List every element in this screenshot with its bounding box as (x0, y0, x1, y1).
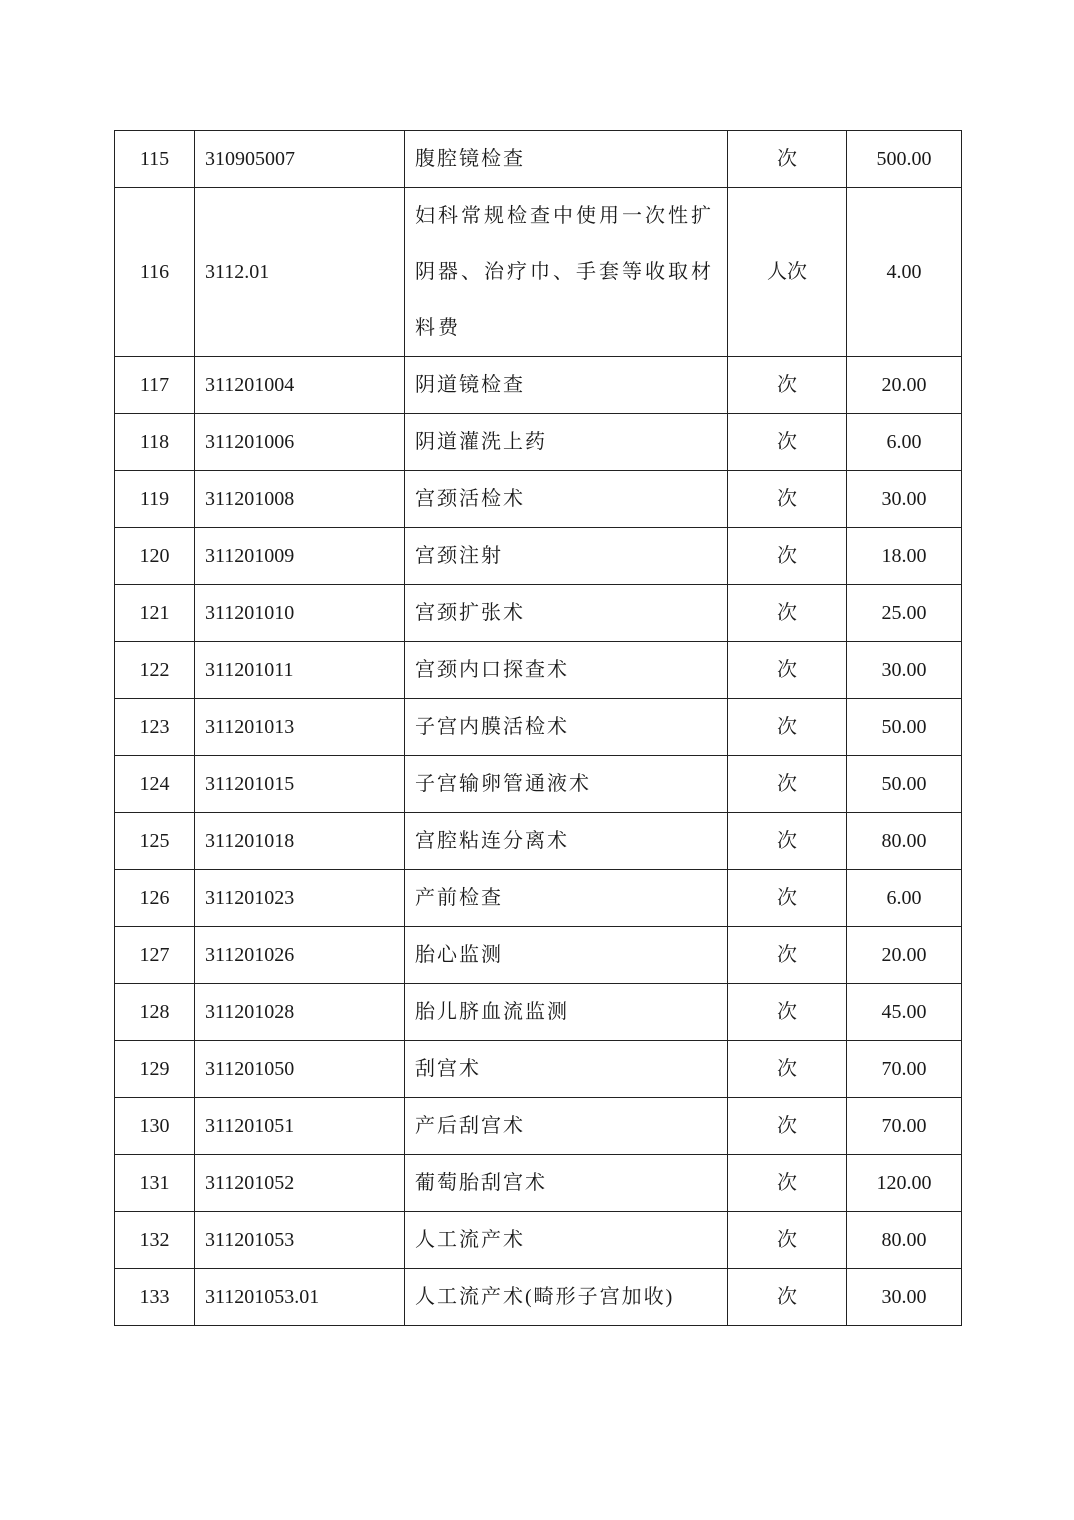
item-code: 311201053.01 (195, 1269, 405, 1326)
item-name: 胎心监测 (405, 927, 728, 984)
item-unit: 次 (728, 528, 847, 585)
item-price: 6.00 (847, 414, 962, 471)
item-code: 310905007 (195, 131, 405, 188)
item-code: 311201009 (195, 528, 405, 585)
table-row (115, 414, 962, 471)
item-price: 80.00 (847, 813, 962, 870)
item-name: 腹腔镜检查 (405, 131, 728, 188)
item-unit: 次 (728, 699, 847, 756)
row-number: 122 (115, 642, 195, 699)
table-row (115, 642, 962, 699)
row-number: 126 (115, 870, 195, 927)
table-row (115, 471, 962, 528)
item-name: 宫颈内口探查术 (405, 642, 728, 699)
item-price: 4.00 (847, 188, 962, 357)
item-unit: 次 (728, 357, 847, 414)
item-code: 311201008 (195, 471, 405, 528)
item-name: 葡萄胎刮宫术 (405, 1155, 728, 1212)
item-code: 311201013 (195, 699, 405, 756)
item-code: 311201023 (195, 870, 405, 927)
row-number: 130 (115, 1098, 195, 1155)
item-code: 311201028 (195, 984, 405, 1041)
item-name: 刮宫术 (405, 1041, 728, 1098)
item-code: 311201051 (195, 1098, 405, 1155)
item-code: 311201053 (195, 1212, 405, 1269)
table-row (115, 699, 962, 756)
item-name: 阴道镜检查 (405, 357, 728, 414)
table-row (115, 528, 962, 585)
item-unit: 次 (728, 1155, 847, 1212)
table-row (115, 1212, 962, 1269)
item-name: 宫腔粘连分离术 (405, 813, 728, 870)
item-name: 胎儿脐血流监测 (405, 984, 728, 1041)
table-row (115, 131, 962, 188)
row-number: 118 (115, 414, 195, 471)
item-price: 70.00 (847, 1098, 962, 1155)
row-number: 115 (115, 131, 195, 188)
table-row (115, 188, 962, 357)
table-row (115, 1041, 962, 1098)
item-code: 311201010 (195, 585, 405, 642)
item-price: 500.00 (847, 131, 962, 188)
item-unit: 次 (728, 131, 847, 188)
item-unit: 次 (728, 984, 847, 1041)
item-price: 30.00 (847, 1269, 962, 1326)
item-unit: 次 (728, 1041, 847, 1098)
item-price: 20.00 (847, 357, 962, 414)
item-name: 子宫输卵管通液术 (405, 756, 728, 813)
item-name: 产前检查 (405, 870, 728, 927)
item-price: 18.00 (847, 528, 962, 585)
item-code: 311201004 (195, 357, 405, 414)
item-name: 宫颈扩张术 (405, 585, 728, 642)
item-price: 30.00 (847, 471, 962, 528)
item-code: 311201026 (195, 927, 405, 984)
row-number: 120 (115, 528, 195, 585)
item-unit: 次 (728, 414, 847, 471)
row-number: 132 (115, 1212, 195, 1269)
item-name: 人工流产术(畸形子宫加收) (405, 1269, 728, 1326)
table-row (115, 813, 962, 870)
table-row (115, 585, 962, 642)
item-name: 宫颈注射 (405, 528, 728, 585)
row-number: 123 (115, 699, 195, 756)
item-name: 子宫内膜活检术 (405, 699, 728, 756)
row-number: 124 (115, 756, 195, 813)
item-unit: 次 (728, 1098, 847, 1155)
table-row (115, 1269, 962, 1326)
table-row (115, 870, 962, 927)
item-name: 宫颈活检术 (405, 471, 728, 528)
item-price: 50.00 (847, 699, 962, 756)
row-number: 128 (115, 984, 195, 1041)
item-price: 50.00 (847, 756, 962, 813)
item-name: 妇科常规检查中使用一次性扩阴器、治疗巾、手套等收取材料费 (405, 188, 728, 357)
item-unit: 次 (728, 642, 847, 699)
item-unit: 次 (728, 927, 847, 984)
item-unit: 次 (728, 471, 847, 528)
row-number: 125 (115, 813, 195, 870)
item-unit: 次 (728, 1269, 847, 1326)
table-row (115, 1155, 962, 1212)
item-name: 阴道灌洗上药 (405, 414, 728, 471)
item-price: 25.00 (847, 585, 962, 642)
row-number: 127 (115, 927, 195, 984)
table-row (115, 756, 962, 813)
fee-table (114, 130, 962, 1326)
row-number: 133 (115, 1269, 195, 1326)
item-code: 311201011 (195, 642, 405, 699)
table-row (115, 927, 962, 984)
row-number: 117 (115, 357, 195, 414)
row-number: 121 (115, 585, 195, 642)
item-code: 311201052 (195, 1155, 405, 1212)
table-row (115, 357, 962, 414)
row-number: 129 (115, 1041, 195, 1098)
row-number: 119 (115, 471, 195, 528)
item-code: 3112.01 (195, 188, 405, 357)
item-price: 80.00 (847, 1212, 962, 1269)
item-price: 70.00 (847, 1041, 962, 1098)
item-unit: 次 (728, 585, 847, 642)
item-unit: 次 (728, 756, 847, 813)
item-unit: 人次 (728, 188, 847, 357)
item-price: 45.00 (847, 984, 962, 1041)
item-code: 311201050 (195, 1041, 405, 1098)
item-code: 311201018 (195, 813, 405, 870)
row-number: 131 (115, 1155, 195, 1212)
item-price: 30.00 (847, 642, 962, 699)
item-unit: 次 (728, 813, 847, 870)
item-price: 120.00 (847, 1155, 962, 1212)
item-price: 6.00 (847, 870, 962, 927)
row-number: 116 (115, 188, 195, 357)
item-unit: 次 (728, 1212, 847, 1269)
item-code: 311201015 (195, 756, 405, 813)
item-unit: 次 (728, 870, 847, 927)
item-name: 人工流产术 (405, 1212, 728, 1269)
item-code: 311201006 (195, 414, 405, 471)
table-row (115, 984, 962, 1041)
item-name: 产后刮宫术 (405, 1098, 728, 1155)
table-row (115, 1098, 962, 1155)
item-price: 20.00 (847, 927, 962, 984)
